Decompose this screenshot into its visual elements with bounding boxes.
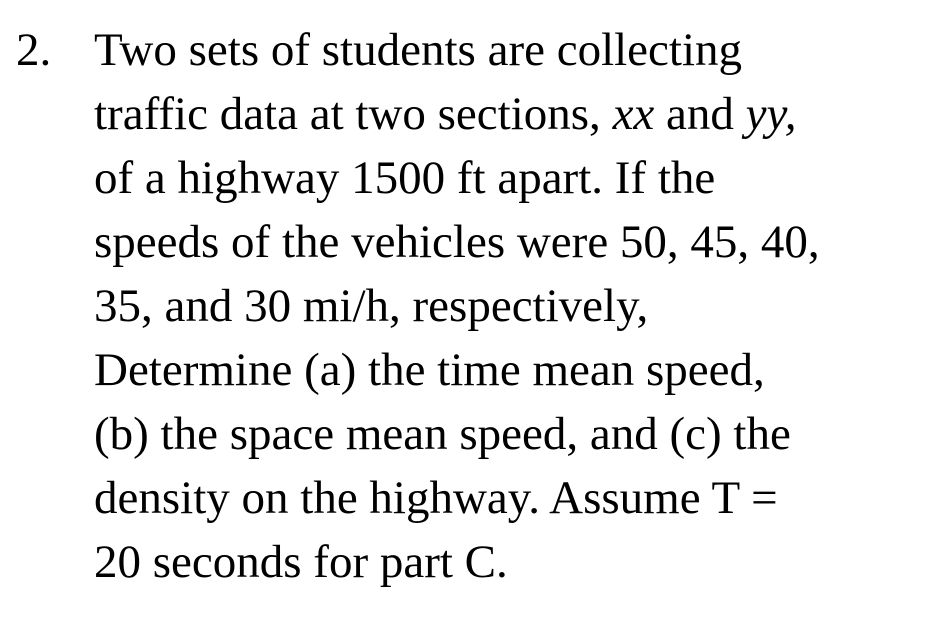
question-text	[94, 18, 924, 594]
question-line: density on the highway. Assume T =	[94, 472, 778, 524]
variable-yy: yy,	[745, 88, 797, 140]
question-line: 20 seconds for part C.	[94, 536, 508, 588]
question-line: 35, and 30 mi/h, respectively,	[94, 280, 649, 332]
question-line: speeds of the vehicles were 50, 45, 40,	[94, 216, 820, 268]
question-line: (b) the space mean speed, and (c) the	[94, 408, 791, 460]
question-number: 2.	[16, 24, 52, 76]
question-line: Two sets of students are collecting	[94, 24, 743, 76]
variable-xx: xx	[612, 88, 655, 140]
question-line: of a highway 1500 ft apart. If the	[94, 152, 716, 204]
question-line: Determine (a) the time mean speed,	[94, 344, 765, 396]
question-text-fragment: traffic data at two sections,	[94, 88, 613, 140]
question-text-fragment: and	[654, 88, 746, 140]
question-line	[94, 82, 924, 146]
